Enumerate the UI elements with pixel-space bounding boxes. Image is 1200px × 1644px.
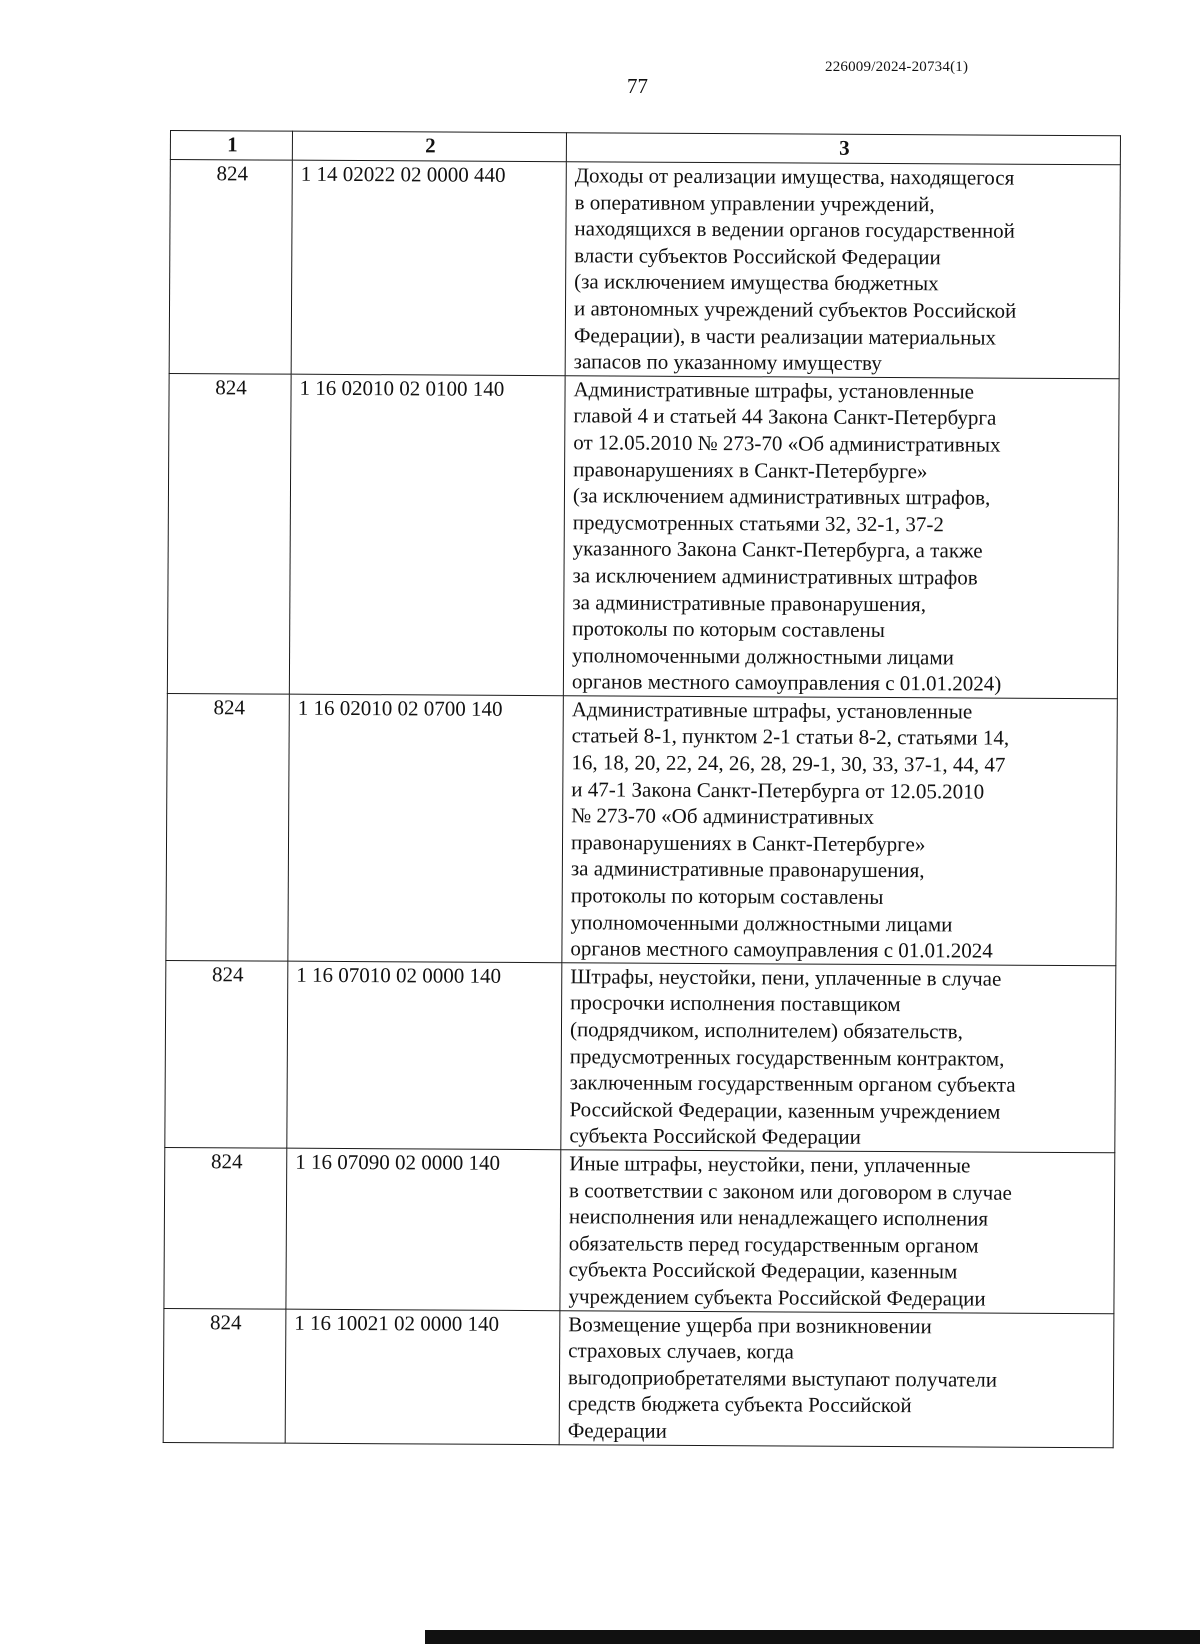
description-line: в соответствии с законом или договором в случае: [569, 1177, 1012, 1205]
description-line: власти субъектов Российской Федерации: [574, 243, 941, 270]
description-line: предусмотренных статьями 32, 32-1, 37-2: [572, 509, 944, 537]
table-row: [166, 693, 1117, 965]
description-line: средств бюджета субъекта Российской: [567, 1391, 912, 1418]
description-line: главой 4 и статьей 44 Закона Санкт-Петербурга: [573, 403, 997, 430]
description-line: и автономных учреждений субъектов Российской: [573, 296, 1017, 323]
description-line: в оперативном управлении учреждений,: [574, 189, 935, 216]
budget-classification-code-cell: 1 16 02010 02 0100 140: [289, 374, 565, 696]
description-line: находящихся в ведении органов государственной: [574, 216, 1016, 243]
administrator-code-cell: 824: [166, 693, 289, 961]
revenue-codes-table: [163, 130, 1121, 1448]
revenue-description-cell: [561, 963, 1116, 1153]
administrator-code-cell: 824: [164, 1147, 287, 1308]
administrator-code-cell: 824: [169, 160, 292, 374]
revenue-description-cell: [565, 162, 1120, 379]
description-line: от 12.05.2010 № 273-70 «Об административных: [573, 430, 1001, 457]
description-line: Иные штрафы, неустойки, пени, уплаченные: [569, 1151, 971, 1178]
table-row: [164, 1147, 1115, 1313]
description-line: предусмотренных государственным контрактом,: [569, 1043, 1005, 1071]
column-header-code: 2: [292, 131, 566, 162]
scan-edge-bar: [425, 1630, 1200, 1644]
budget-classification-code-cell: 1 16 07090 02 0000 140: [286, 1148, 561, 1310]
description-line: Штрафы, неустойки, пени, уплаченные в случае: [570, 964, 1002, 991]
description-line: протоколы по которым составлены: [572, 616, 885, 643]
budget-classification-code-cell: 1 16 07010 02 0000 140: [287, 961, 562, 1150]
description-line: указанного Закона Санкт-Петербурга, а также: [572, 536, 983, 563]
description-line: органов местного самоуправления с 01.01.2024): [571, 669, 1002, 696]
description-line: уполномоченными должностными лицами: [570, 909, 953, 937]
description-line: 16, 18, 20, 22, 24, 26, 28, 29-1, 30, 33, 37-1, 44, 47: [571, 750, 1006, 777]
description-line: № 273-70 «Об административных: [571, 803, 875, 830]
budget-classification-code-cell: 1 16 02010 02 0700 140: [288, 694, 563, 962]
table-row: [165, 960, 1116, 1152]
description-line: правонарушениях в Санкт-Петербурге»: [573, 456, 928, 483]
description-line: обязательств перед государственным органом: [568, 1230, 979, 1258]
description-line: Федерации: [567, 1418, 667, 1443]
description-line: просрочки исполнения поставщиком: [570, 990, 901, 1017]
administrator-code-cell: 824: [163, 1308, 286, 1443]
description-line: (за исключением административных штрафов,: [572, 483, 991, 510]
page-number: 77: [627, 74, 648, 98]
revenue-codes-table-container: [163, 130, 1120, 1448]
revenue-description-cell: [559, 1310, 1114, 1447]
description-line: неисполнения или ненадлежащего исполнения: [568, 1204, 989, 1231]
description-line: заключенным государственным органом субъекта: [569, 1070, 1016, 1097]
description-line: Административные штрафы, установленные: [571, 697, 973, 724]
description-line: страховых случаев, когда: [568, 1338, 794, 1364]
description-line: за исключением административных штрафов: [572, 563, 978, 590]
description-line: и 47-1 Закона Санкт-Петербурга от 12.05.2010: [571, 776, 985, 804]
description-line: правонарушениях в Санкт-Петербурге»: [570, 830, 926, 857]
description-line: органов местного самоуправления с 01.01.2024: [570, 936, 993, 963]
description-line: запасов по указанному имуществу: [573, 349, 882, 376]
description-line: (за исключением имущества бюджетных: [574, 269, 939, 296]
description-line: субъекта Российской Федерации, казенным: [568, 1257, 958, 1284]
description-line: Доходы от реализации имущества, находящегося: [574, 163, 1015, 190]
table-body: [163, 160, 1120, 1448]
document-registration-number: 226009/2024-20734(1): [825, 59, 969, 75]
description-line: за административные правонарушения,: [572, 589, 927, 616]
revenue-description-cell: [563, 375, 1119, 698]
description-line: Федерации), в части реализации материальных: [573, 322, 997, 350]
description-line: Российской Федерации, казенным учреждением: [569, 1097, 1001, 1124]
administrator-code-cell: 824: [167, 373, 291, 694]
description-line: выгодоприобретателями выступают получатели: [567, 1364, 998, 1392]
description-line: Административные штрафы, установленные: [573, 377, 975, 404]
column-header-administrator: 1: [170, 131, 292, 161]
description-line: (подрядчиком, исполнителем) обязательств,: [569, 1017, 963, 1044]
description-line: субъекта Российской Федерации: [569, 1123, 861, 1150]
description-line: за административные правонарушения,: [570, 856, 925, 883]
description-line: статьей 8-1, пунктом 2-1 статьи 8-2, статьями 14,: [571, 723, 1010, 751]
description-line: уполномоченными должностными лицами: [572, 642, 954, 670]
budget-classification-code-cell: 1 16 10021 02 0000 140: [285, 1309, 560, 1444]
description-line: протоколы по которым составлены: [570, 883, 884, 910]
revenue-description-cell: [562, 696, 1117, 966]
description-line: Возмещение ущерба при возникновении: [568, 1311, 932, 1338]
column-header-description: 3: [566, 133, 1120, 165]
table-row: [163, 1308, 1114, 1447]
description-line: учреждением субъекта Российской Федерации: [568, 1284, 986, 1311]
table-row: [167, 373, 1119, 698]
table-row: [169, 160, 1120, 379]
administrator-code-cell: 824: [165, 960, 288, 1148]
budget-classification-code-cell: 1 14 02022 02 0000 440: [291, 160, 566, 375]
revenue-description-cell: [560, 1150, 1115, 1314]
